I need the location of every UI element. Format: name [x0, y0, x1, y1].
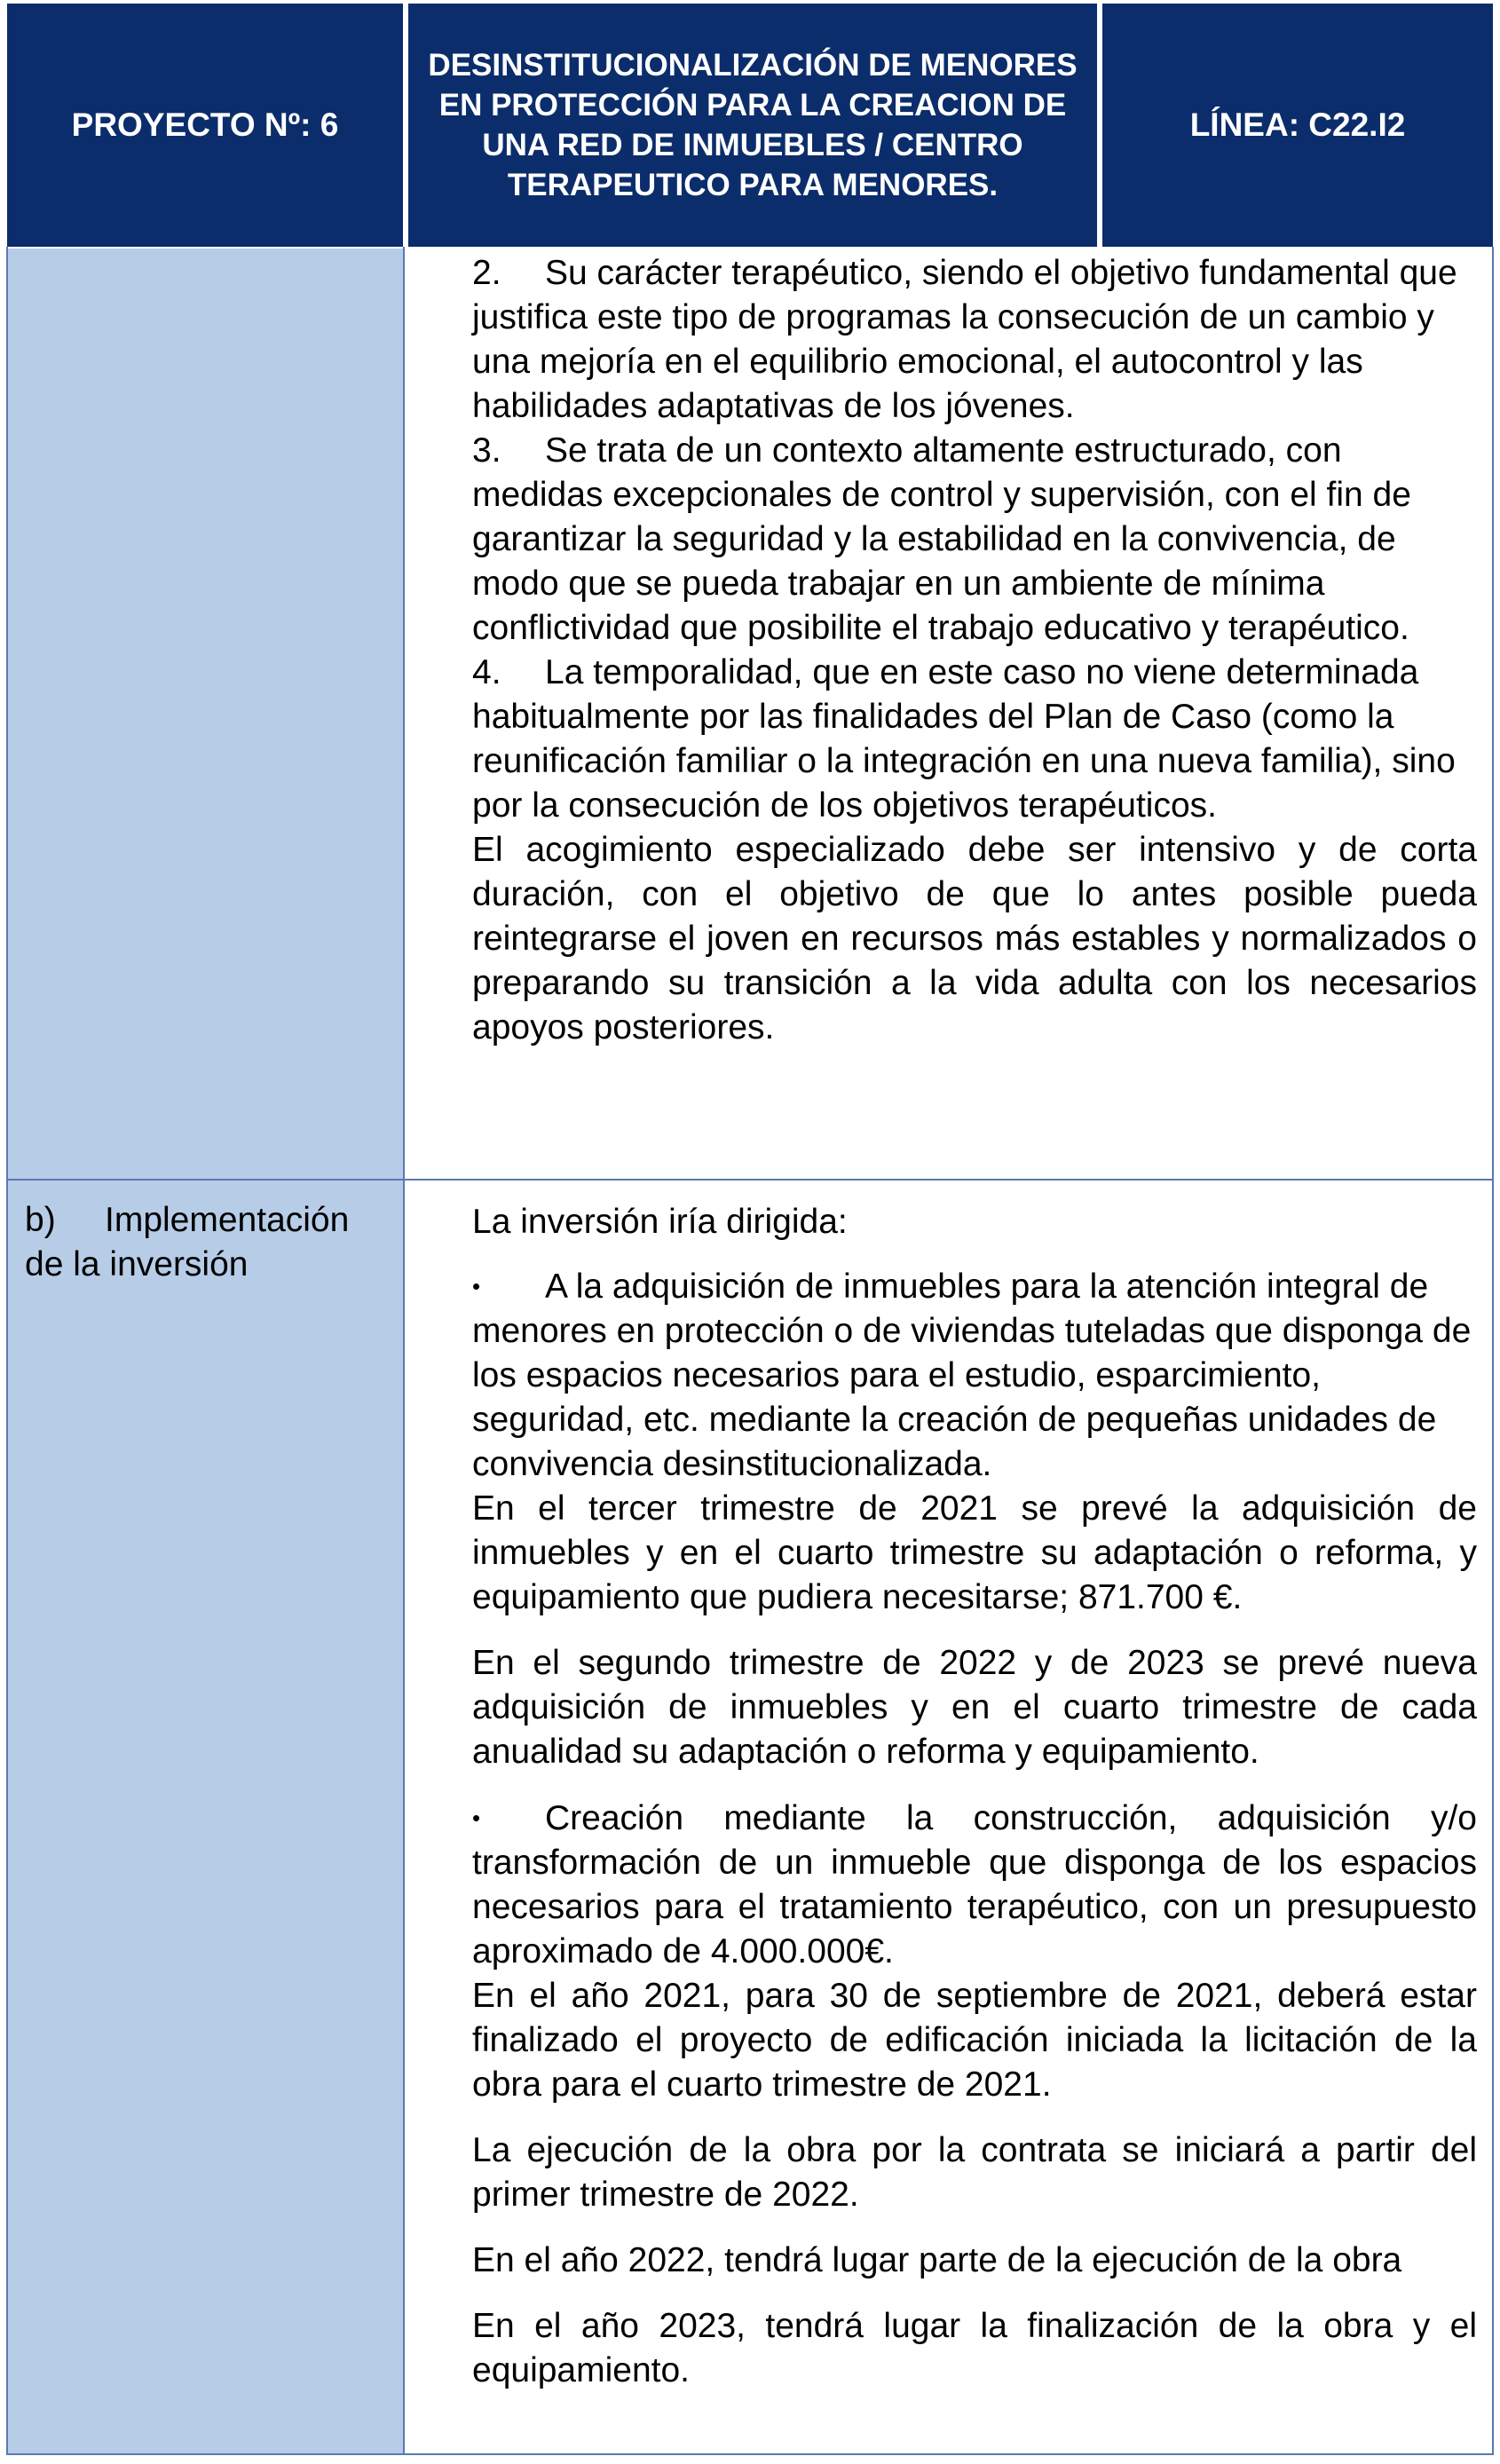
list-number: 3.	[472, 431, 501, 470]
list-text: Se trata de un contexto altamente estructurado, con medidas excepcionales de control y supervisión, con el fin de garantizar la seguridad y la estabilidad en la convivencia, de modo que se pueda trabajar en un ambiente de mínima conflictividad que posibilite el trabajo educativo y terapéutico.	[472, 431, 1411, 647]
paragraph-2022-2023-acquisition: En el segundo trimestre de 2022 y de 2023 se prevé nueva adquisición de inmuebles y en el cuarto trimestre de cada anualidad su adaptación o reforma y equipamiento.	[472, 1644, 1477, 1771]
table-border-middle	[403, 247, 405, 2455]
table-border-left	[6, 247, 8, 2455]
investment-content	[472, 1200, 1477, 2393]
line-header	[1102, 4, 1493, 247]
table-border-bottom	[6, 2453, 1494, 2455]
table-border-right	[1492, 247, 1494, 2455]
bullet-text: A la adquisición de inmuebles para la atención integral de menores en protección o de viviendas tuteladas que disponga de los espacios necesarios para el estudio, esparcimiento, seguridad, etc. mediante la creación de pequeñas unidades de convivencia desinstitucionalizada.	[472, 1268, 1472, 1483]
bullet-text: Creación mediante la construcción, adquisición y/o transformación de un inmueble que disponga de los espacios necesarios para el tratamiento terapéutico, con un presupuesto aproximado de 4.000.000€.	[472, 1799, 1477, 1970]
line-code: LÍNEA: C22.I2	[1189, 107, 1406, 143]
section-label-prefix: b)	[25, 1201, 56, 1239]
paragraph-2023-completion: En el año 2023, tendrá lugar la finalización de la obra y el equipamiento.	[472, 2307, 1477, 2389]
list-item-2	[472, 251, 1477, 429]
closing-paragraph: El acogimiento especializado debe ser intensivo y de corta duración, con el objetivo de que lo antes posible pueda reintegrarse el joven en recursos más estables y normalizados o preparando su transición a la vida adulta con los necesarios apoyos posteriores.	[472, 831, 1477, 1046]
list-text: Su carácter terapéutico, siendo el objetivo fundamental que justifica este tipo de programas la consecución de un cambio y una mejoría en el equilibrio emocional, el autocontrol y las habilidades adaptativas de los jóvenes.	[472, 254, 1457, 425]
paragraph-2022-start: La ejecución de la obra por la contrata se iniciará a partir del primer trimestre de 2022.	[472, 2131, 1477, 2214]
list-text: La temporalidad, que en este caso no viene determinada habitualmente por las finalidades del Plan de Caso (como la reunificación familiar o la integración en una nueva familia), sino por la consecución de los objetivos terapéuticos.	[472, 653, 1456, 825]
bullet-item-acquisition	[472, 1264, 1477, 1487]
project-number-header	[7, 4, 403, 247]
list-number: 2.	[472, 254, 501, 292]
bullet-icon: •	[472, 1805, 481, 1831]
section-label-text: Implementación de la inversión	[25, 1201, 350, 1283]
label-column	[7, 249, 403, 2453]
bullet-item-construction	[472, 1796, 1477, 1974]
project-title: DESINSTITUCIONALIZACIÓN DE MENORES EN PROTECCIÓN PARA LA CREACION DE UNA RED DE INMUEBLES / CENTRO TERAPEUTICO PARA MENORES.	[428, 48, 1078, 202]
section-label	[25, 1198, 396, 1287]
table-row-divider	[6, 1179, 1494, 1181]
list-item-3	[472, 429, 1477, 651]
characteristics-content	[472, 251, 1477, 1050]
list-number: 4.	[472, 653, 501, 691]
list-item-4	[472, 651, 1477, 828]
paragraph-2021-project: En el año 2021, para 30 de septiembre de 2021, deberá estar finalizado el proyecto de edificación iniciada la licitación de la obra para el cuarto trimestre de 2021.	[472, 1977, 1477, 2104]
intro-paragraph: La inversión iría dirigida:	[472, 1203, 848, 1241]
bullet-icon: •	[472, 1273, 481, 1299]
project-title-header	[408, 4, 1097, 247]
paragraph-2021-acquisition: En el tercer trimestre de 2021 se prevé la adquisición de inmuebles y en el cuarto trimestre su adaptación o reforma, y equipamiento que pudiera necesitarse; 871.700 €.	[472, 1489, 1477, 1616]
project-number: PROYECTO Nº: 6	[71, 107, 339, 143]
paragraph-2022-execution: En el año 2022, tendrá lugar parte de la ejecución de la obra	[472, 2241, 1402, 2279]
